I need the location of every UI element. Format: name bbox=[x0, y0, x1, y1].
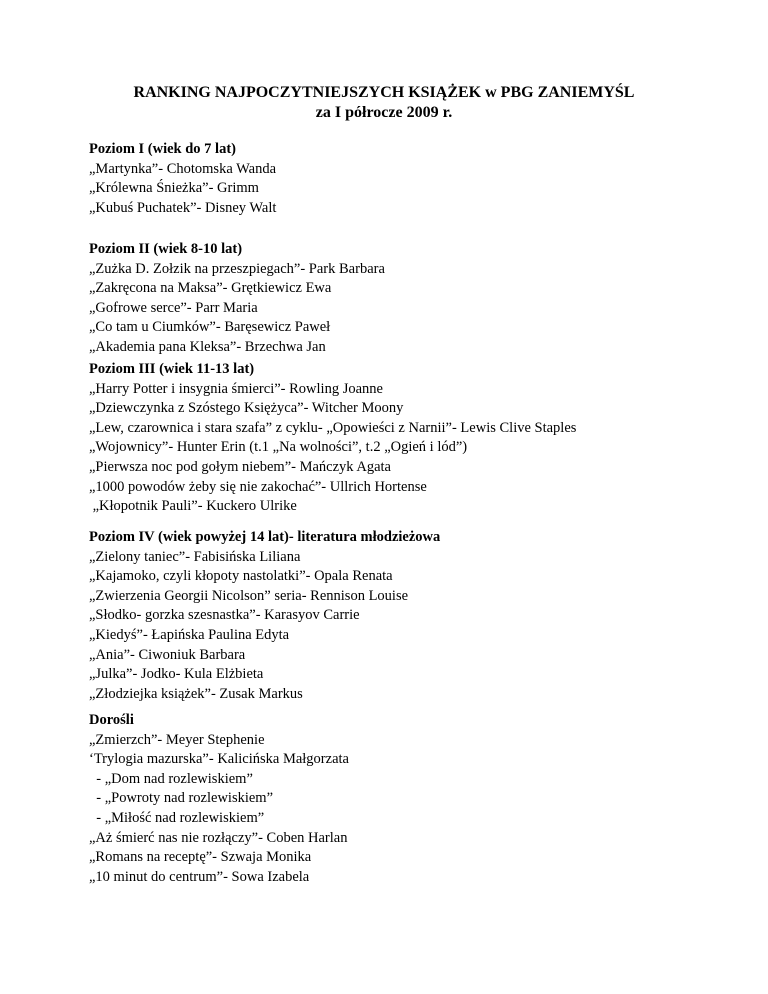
list-item: „Zielony taniec”- Fabisińska Liliana bbox=[89, 548, 301, 565]
list-item: „Dziewczynka z Szóstego Księżyca”- Witcher Moony bbox=[89, 400, 404, 417]
list-item: - „Powroty nad rozlewiskiem” bbox=[89, 790, 274, 807]
list-item: „Romans na receptę”- Szwaja Monika bbox=[89, 849, 312, 866]
list-item: - „Dom nad rozlewiskiem” bbox=[89, 770, 253, 787]
section-heading: Poziom IV (wiek powyżej 14 lat)- literatura młodzieżowa bbox=[89, 529, 441, 545]
section-level-3 bbox=[89, 360, 729, 517]
list-item: „Martynka”- Chotomska Wanda bbox=[89, 160, 277, 177]
list-item: „Zakręcona na Maksa”- Grętkiewicz Ewa bbox=[89, 280, 332, 297]
list-item: „Kłopotnik Pauli”- Kuckero Ulrike bbox=[89, 498, 297, 515]
list-item: „10 minut do centrum”- Sowa Izabela bbox=[89, 868, 310, 885]
list-item: „Akademia pana Kleksa”- Brzechwa Jan bbox=[89, 338, 326, 355]
document-title: RANKING NAJPOCZYTNIEJSZYCH KSIĄŻEK w PBG ZANIEMYŚL bbox=[133, 84, 635, 101]
document-subtitle: za I półrocze 2009 r. bbox=[315, 104, 453, 121]
section-level-4 bbox=[89, 528, 729, 704]
list-item: „Zużka D. Zołzik na przeszpiegach”- Park Barbara bbox=[89, 260, 385, 277]
list-item: „Pierwsza noc pod gołym niebem”- Mańczyk Agata bbox=[89, 458, 391, 475]
list-item: „Złodziejka książek”- Zusak Markus bbox=[89, 685, 303, 702]
list-item: „Julka”- Jodko- Kula Elżbieta bbox=[89, 666, 264, 683]
section-heading: Poziom II (wiek 8-10 lat) bbox=[89, 241, 243, 257]
list-item: „Królewna Śnieżka”- Grimm bbox=[89, 180, 259, 197]
list-item: „Wojownicy”- Hunter Erin (t.1 „Na wolności”, t.2 „Ogień i lód”) bbox=[89, 439, 468, 456]
list-item: „Lew, czarownica i stara szafa” z cyklu- „Opowieści z Narnii”- Lewis Clive Staples bbox=[89, 419, 577, 436]
section-heading: Poziom I (wiek do 7 lat) bbox=[89, 141, 236, 157]
list-item: „Kubuś Puchatek”- Disney Walt bbox=[89, 199, 277, 216]
list-item: „1000 powodów żeby się nie zakochać”- Ullrich Hortense bbox=[89, 478, 427, 495]
section-level-2 bbox=[89, 240, 729, 358]
list-item: „Harry Potter i insygnia śmierci”- Rowling Joanne bbox=[89, 380, 383, 397]
list-item: „Gofrowe serce”- Parr Maria bbox=[89, 299, 258, 316]
list-item: „Ania”- Ciwoniuk Barbara bbox=[89, 646, 246, 663]
list-item: - „Miłość nad rozlewiskiem” bbox=[89, 809, 265, 826]
list-item: „Słodko- gorzka szesnastka”- Karasyov Carrie bbox=[89, 607, 360, 624]
section-heading: Poziom III (wiek 11-13 lat) bbox=[89, 361, 255, 377]
section-adults bbox=[89, 711, 729, 887]
section-heading: Dorośli bbox=[89, 712, 134, 728]
list-item: „Zwierzenia Georgii Nicolson” seria- Rennison Louise bbox=[89, 587, 409, 604]
list-item: ‘Trylogia mazurska”- Kalicińska Małgorzata bbox=[89, 751, 349, 768]
list-item: „Co tam u Ciumków”- Baręsewicz Paweł bbox=[89, 319, 331, 336]
list-item: „Kiedyś”- Łapińska Paulina Edyta bbox=[89, 626, 290, 643]
list-item: „Aż śmierć nas nie rozłączy”- Coben Harlan bbox=[89, 829, 348, 846]
section-level-1 bbox=[89, 140, 729, 218]
list-item: „Zmierzch”- Meyer Stephenie bbox=[89, 731, 265, 748]
list-item: „Kajamoko, czyli kłopoty nastolatki”- Opala Renata bbox=[89, 568, 393, 585]
